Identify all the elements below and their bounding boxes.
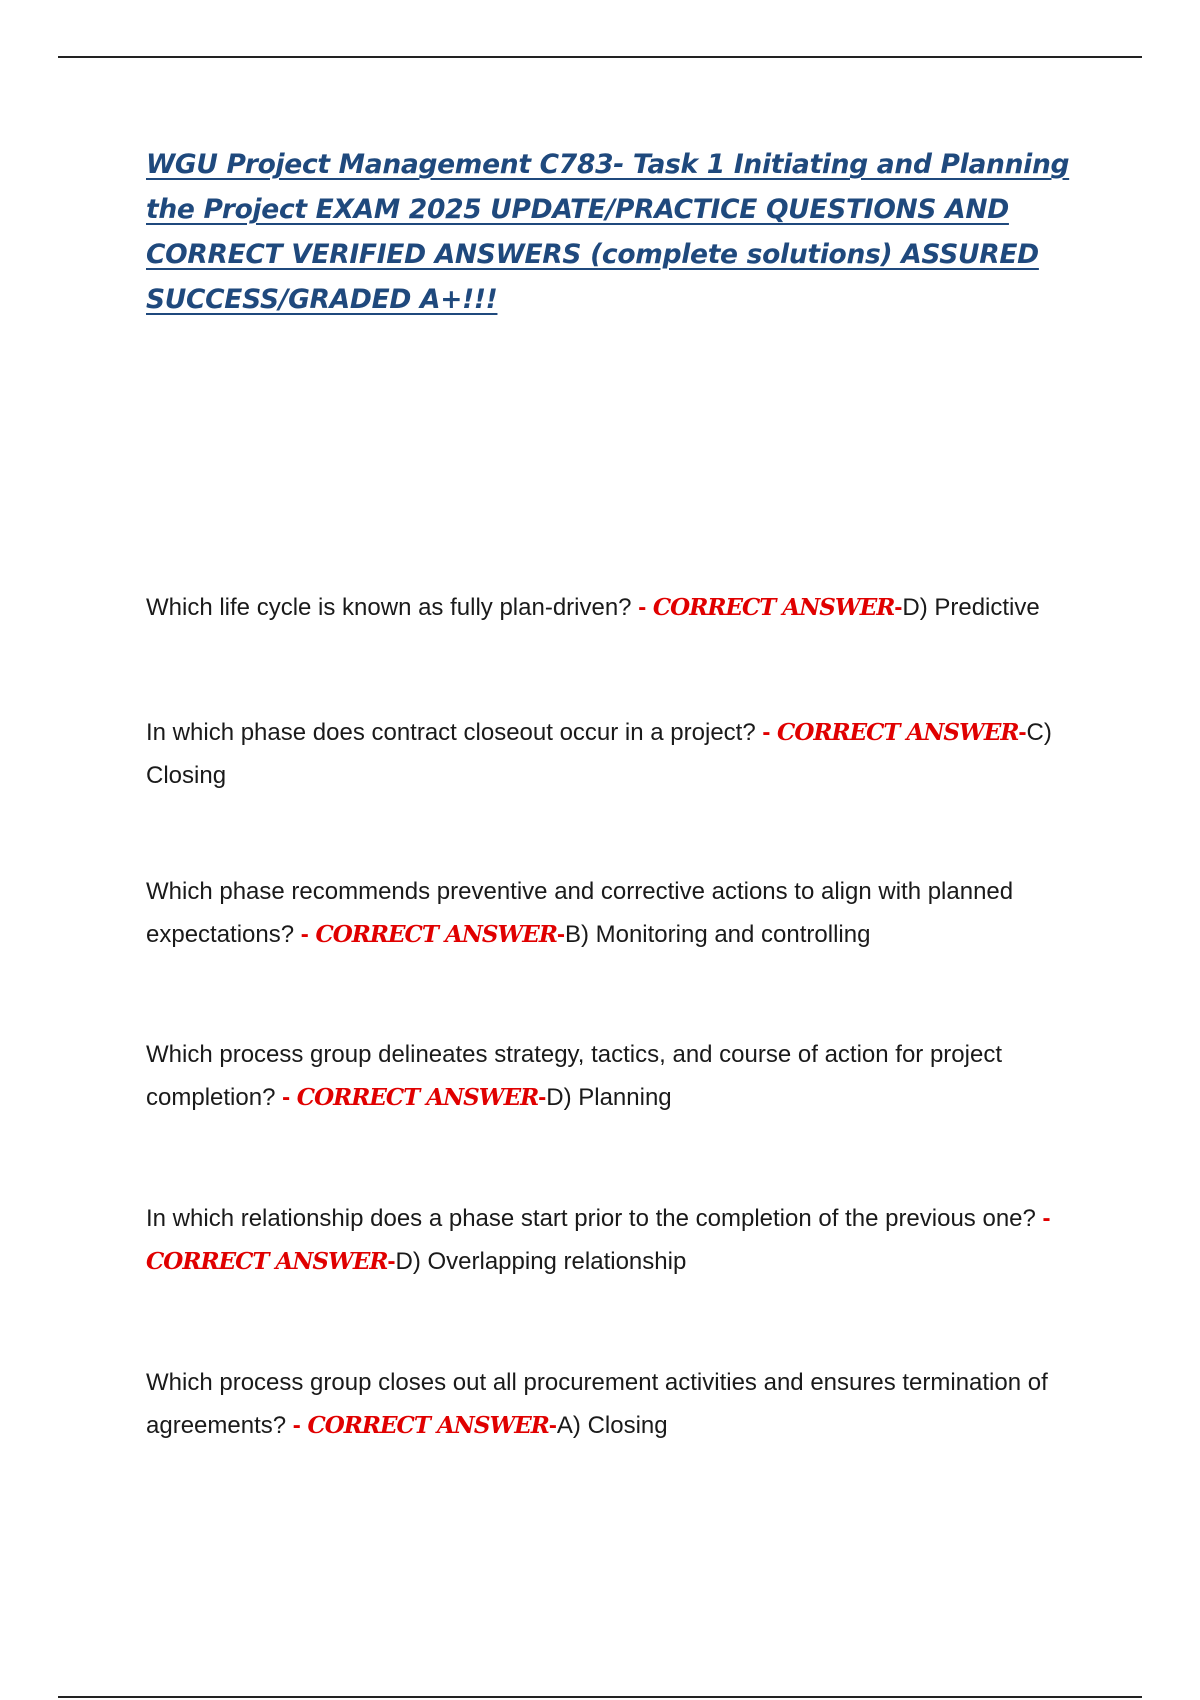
footer-rule bbox=[58, 1696, 1142, 1698]
correct-answer-tag: CORRECT ANSWER bbox=[652, 594, 895, 621]
question-text: Which phase recommends preventive and corrective actions to align with planned expectations? bbox=[146, 878, 1014, 948]
answer-separator: - bbox=[282, 1084, 291, 1111]
question-text: In which phase does contract closeout occur in a project? bbox=[146, 719, 756, 746]
answer-separator: - bbox=[1042, 1205, 1051, 1232]
answer-separator: - bbox=[300, 921, 309, 948]
qa-item-1 bbox=[146, 586, 1096, 629]
correct-answer-tag: CORRECT ANSWER bbox=[296, 1084, 539, 1111]
answer-text: C) Closing bbox=[146, 719, 1052, 789]
question-text: Which process group delineates strategy, tactics, and course of action for project completion? bbox=[146, 1041, 1002, 1111]
answer-text: B) Monitoring and controlling bbox=[564, 921, 871, 948]
qa-item-2 bbox=[146, 711, 1096, 797]
answer-separator: - bbox=[638, 594, 647, 621]
answer-separator: - bbox=[292, 1412, 301, 1439]
correct-answer-tag: CORRECT ANSWER bbox=[777, 719, 1019, 746]
qa-item-3 bbox=[146, 870, 1096, 956]
question-text: In which relationship does a phase start prior to the completion of the previous one? bbox=[146, 1205, 1036, 1232]
answer-text: D) Planning bbox=[546, 1084, 672, 1111]
answer-separator: - bbox=[762, 719, 771, 746]
question-text: Which life cycle is known as fully plan-driven? bbox=[146, 594, 632, 621]
answer-text: D) Overlapping relationship bbox=[395, 1248, 687, 1275]
qa-item-5 bbox=[146, 1197, 1096, 1283]
answer-dash: - bbox=[387, 1248, 396, 1275]
answer-text: D) Predictive bbox=[902, 594, 1040, 621]
answer-dash: - bbox=[538, 1084, 547, 1111]
qa-item-6 bbox=[146, 1361, 1096, 1447]
qa-item-4 bbox=[146, 1033, 1096, 1119]
answer-dash: - bbox=[548, 1412, 557, 1439]
header-rule bbox=[58, 56, 1142, 58]
correct-answer-tag: CORRECT ANSWER bbox=[146, 1248, 388, 1275]
answer-dash: - bbox=[556, 921, 565, 948]
answer-dash: - bbox=[894, 594, 903, 621]
correct-answer-tag: CORRECT ANSWER bbox=[315, 921, 557, 948]
answer-dash: - bbox=[1018, 719, 1027, 746]
document-title: WGU Project Management C783- Task 1 Initiating and Planning the Project EXAM 2025 UPDATE/PRACTICE QUESTIONS AND CORRECT VERIFIED ANSWERS (complete solutions) ASSURED SUCCESS/GRADED A+!!! bbox=[146, 149, 1070, 315]
correct-answer-tag: CORRECT ANSWER bbox=[307, 1412, 549, 1439]
question-text: Which process group closes out all procurement activities and ensures termination of agreements? bbox=[146, 1369, 1048, 1439]
answer-text: A) Closing bbox=[556, 1412, 668, 1439]
